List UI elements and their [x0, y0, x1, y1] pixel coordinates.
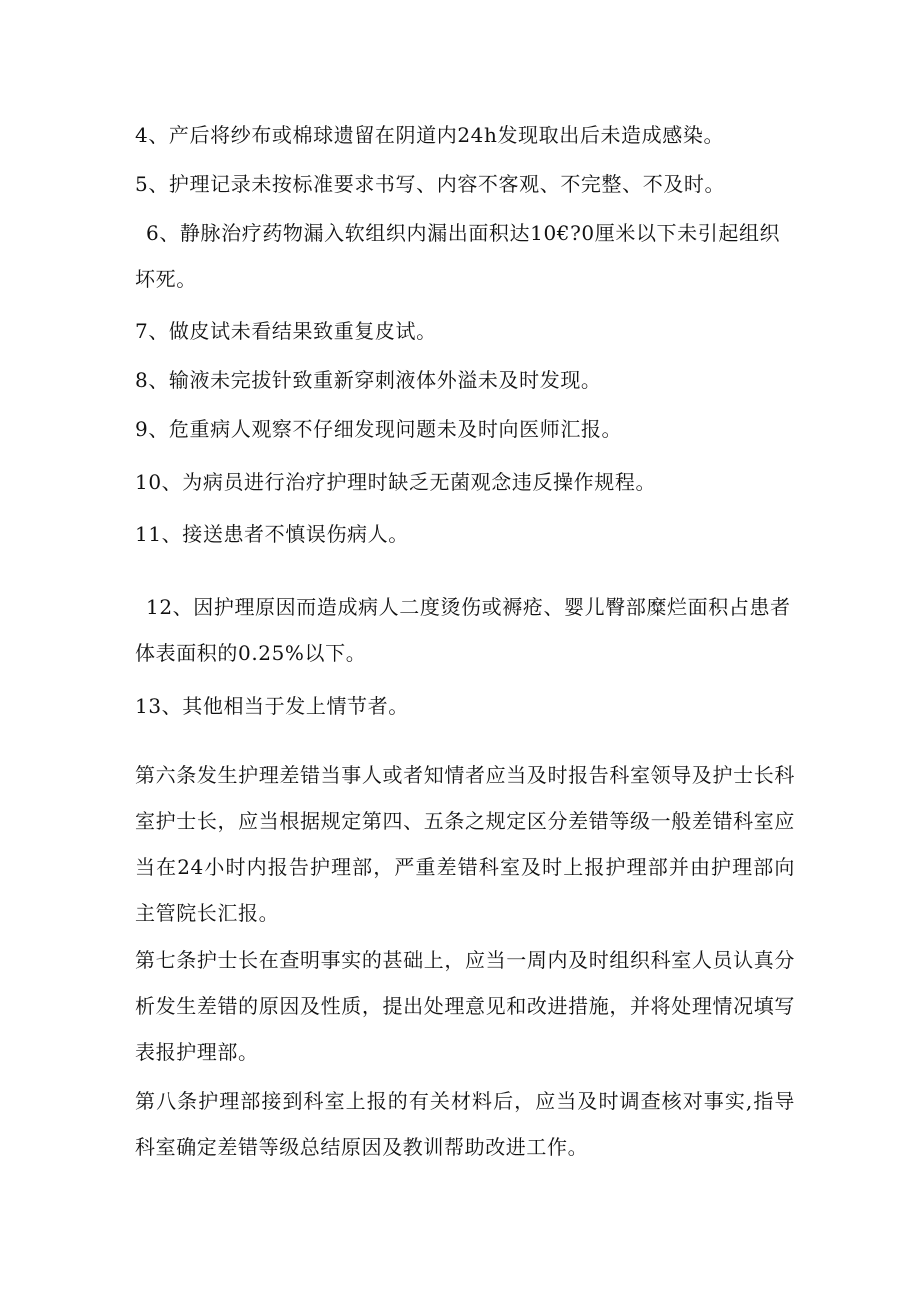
paragraph-item-8: 8、输液未完拔针致重新穿刺液体外溢未及时发现。: [135, 368, 602, 392]
paragraph-item-9: 9、危重病人观察不仔细发现问题未及时向医师汇报。: [135, 417, 623, 441]
paragraph-item-12: 12、因护理原因而造成病人二度烫伤或褥疮、婴儿臀部糜烂面积占患者体表面积的0.25%以下。: [135, 595, 791, 665]
paragraph-item-5: 5、护理记录未按标准要求书写、内容不客观、不完整、不及时。: [135, 172, 726, 196]
paragraph-item-6: 6、静脉治疗药物漏入软组织内漏出面积达10€?0厘米以下未引起组织坏死。: [135, 221, 781, 291]
paragraph-item-4: 4、产后将纱布或棉球遗留在阴道内24h发现取出后未造成感染。: [135, 123, 725, 147]
paragraph-item-7: 7、做皮试未看结果致重复皮试。: [135, 319, 437, 343]
paragraph-item-11: 11、接送患者不慎误伤病人。: [135, 522, 409, 546]
article-6-paragraph: 第六条发生护理差错当事人或者知情者应当及时报告科室领导及护士长科室护士长，应当根据规定第四、五条之规定区分差错等级一般差错科室应当在24小时内报告护理部，严重差错科室及时上报护理部并由护理部向主管院长汇报。: [135, 763, 795, 925]
article-7-paragraph: 第七条护士长在查明事实的甚础上，应当一周内及时组织科室人员认真分析发生差错的原因及性质，提出处理意见和改进措施，并将处理情况填写表报护理部。: [135, 948, 795, 1064]
paragraph-item-10: 10、为病员进行治疗护理时缺乏无菌观念违反操作规程。: [135, 470, 657, 494]
article-8-paragraph: 第八条护理部接到科室上报的有关材料后，应当及时调查核对事实,指导科室确定差错等级总结原因及教训帮助改进工作。: [135, 1089, 795, 1159]
paragraph-item-13: 13、其他相当于发上情节者。: [135, 694, 409, 718]
